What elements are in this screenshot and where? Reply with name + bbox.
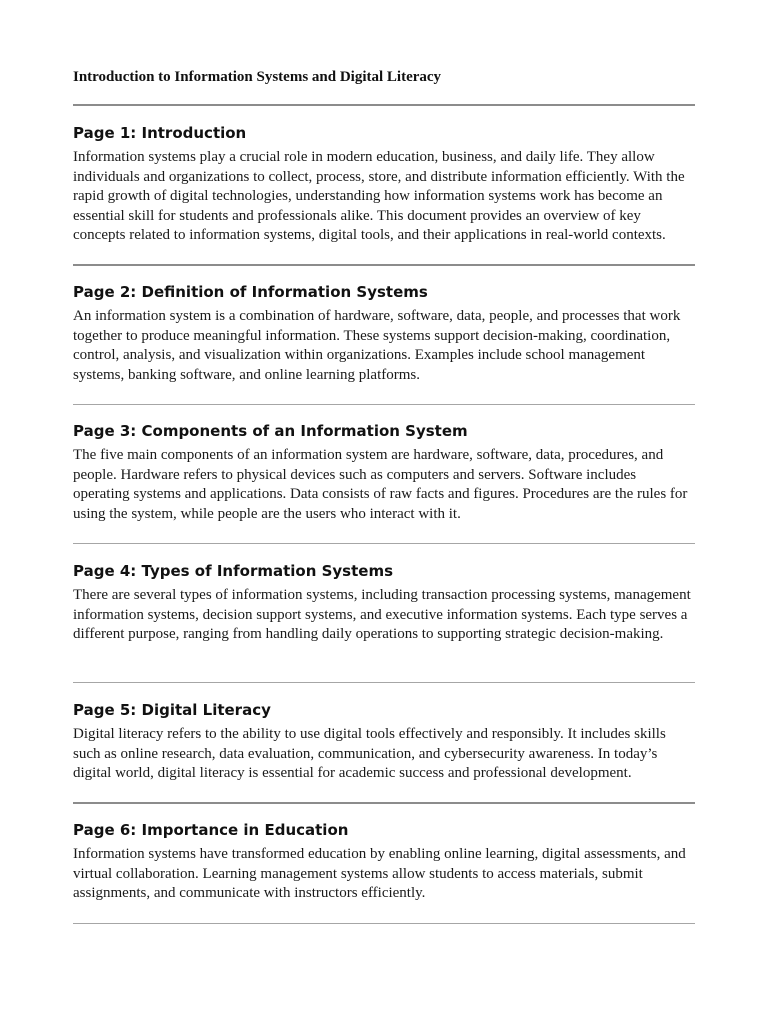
divider [73,682,695,683]
section-heading: Page 2: Definition of Information Systems [73,283,428,301]
divider [73,802,695,804]
section-introduction [73,123,695,246]
section-digital-literacy [73,700,695,784]
section-heading: Page 6: Importance in Education [73,821,349,839]
section-types [73,561,695,645]
divider [73,923,695,924]
divider [73,104,695,106]
section-heading: Page 4: Types of Information Systems [73,562,394,580]
divider [73,404,695,405]
section-body: Information systems play a crucial role in modern education, business, and daily life. They allow individuals and organizations to collect, process, store, and distribute information efficiently. With the rapid growth of digital technologies, understanding how information systems work has become an essential skill for students and professionals alike. This document provides an overview of key concepts related to information systems, digital tools, and their applications in real-world contexts. [73,149,685,243]
section-body: Digital literacy refers to the ability to use digital tools effectively and responsibly. It includes skills such as online research, data evaluation, communication, and cybersecurity awareness. In today’s digital world, digital literacy is essential for academic success and professional development. [73,726,666,781]
section-heading: Page 5: Digital Literacy [73,701,271,719]
section-heading: Page 3: Components of an Information System [73,422,468,440]
section-body: The five main components of an information system are hardware, software, data, procedures, and people. Hardware refers to physical devices such as computers and servers. Software includes operating systems and applications. Data consists of raw facts and figures. Procedures are the rules for using the system, while people are the users who interact with it. [73,447,688,522]
section-components [73,421,695,524]
divider [73,543,695,544]
section-body: Information systems have transformed education by enabling online learning, digital assessments, and virtual collaboration. Learning management systems allow students to access materials, submit assignments, and communicate with instructors efficiently. [73,846,686,901]
section-definition [73,282,695,385]
section-education [73,820,695,904]
divider [73,264,695,266]
section-body: There are several types of information systems, including transaction processing systems, management information systems, decision support systems, and executive information systems. Each type serves a different purpose, ranging from handling daily operations to supporting strategic decision-making. [73,587,691,642]
section-body: An information system is a combination of hardware, software, data, people, and processes that work together to produce meaningful information. These systems support decision-making, coordination, control, analysis, and visualization within organizations. Examples include school management systems, banking software, and online learning platforms. [73,308,681,383]
section-heading: Page 1: Introduction [73,124,247,142]
document-title: Introduction to Information Systems and Digital Literacy [73,69,442,85]
